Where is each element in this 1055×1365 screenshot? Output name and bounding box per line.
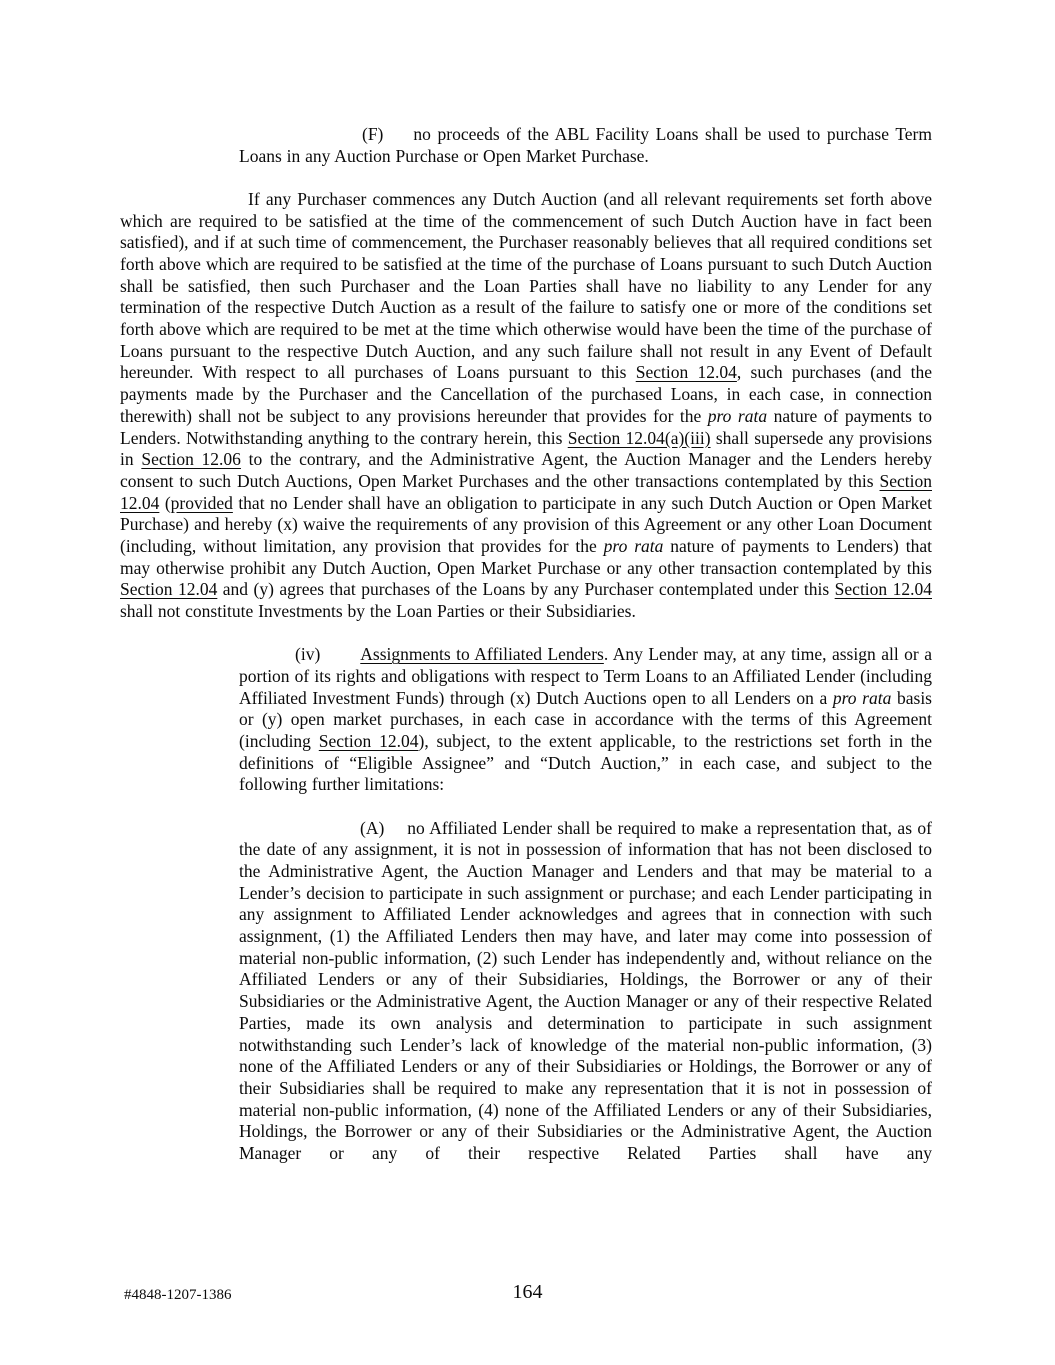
text-run: shall supersede any provisions in [120, 427, 933, 470]
paragraph-a-text: no Affiliated Lender shall be required to make a representation that, as of the date of any assignment, it is not in possession of information that has not been disclosed to the Administrative Agent, the Auction Manager and Lenders and that may be material to a Lender’s decision to participate in such assignment or purchase; and each Lender participating in any assignment to Affiliated Lender acknowledges and agrees that in connection with such assignment, (1) the Affiliated Lenders then may have, and later may come into possession of material non-public information, (2) such Lender has independently and, without reliance on the Affiliated Lenders or any of their Subsidiaries, Holdings, the Borrower or any of their Subsidiaries or the Administrative Agent, the Auction Manager or any of their respective Related Parties, made its own analysis and determination to participate in such assignment notwithstanding such Lender’s lack of knowledge of the material non-public information, (3) none of the Affiliated Lenders or any of their Subsidiaries or Holdings, the Borrower or any of their Subsidiaries shall be required to make any representation that it is not in possession of material non-public information, (4) none of the Affiliated Lenders or any of their Subsidiaries, Holdings, the Borrower or any of their Subsidiaries or the Administrative Agent, the Auction Manager or any of their respective Related Parties shall have any [239, 817, 932, 1164]
paragraph-f [239, 124, 932, 167]
paragraph-a-label: (A) [360, 817, 385, 838]
text-run: basis or (y) open market purchases, in each case in accordance with the terms of this Agreement (including [239, 687, 932, 752]
page-body [120, 124, 932, 1186]
section-reference: Section 12.04 [120, 579, 218, 600]
text-run: If any Purchaser commences any Dutch Auction (and all relevant requirements set forth above which are required to be satisfied at the time of the commencement of such Dutch Auction have in fact been satisfied), and if at such time of commencement, the Purchaser reasonably believes that all required conditions set forth above which are required to be satisfied at the time of the purchase of Loans pursuant to such Dutch Auction shall be satisfied, then such Purchaser and the Loan Parties shall have no liability to any Lender for any termination of the respective Dutch Auction as a result of the failure to satisfy one or more of the conditions set forth above which are required to be met at the time which otherwise would have been the time of the purchase of Loans pursuant to the respective Dutch Auction, and any such failure shall not result in any Event of Default hereunder. With respect to all purchases of Loans pursuant to this [120, 188, 932, 383]
text-run: . Any Lender may, at any time, assign all or a portion of its rights and obligations with respect to Term Loans to an Affiliated Lender (including Affiliated Investment Funds) through (x) Dutch Auctions open to all Lenders on a [239, 644, 932, 708]
text-run-italic: pro rata [832, 687, 892, 708]
page-number: 164 [512, 1281, 543, 1303]
text-run-italic: pro rata [707, 405, 768, 426]
paragraph-main [120, 189, 932, 623]
section-reference: Section 12.04 [834, 579, 932, 600]
text-run: , such purchases (and the payments made by the Purchaser and the Cancellation of the purchased Loans, in each case, in connection therewith) shall not be subject to any provisions hereunder that provides for the [120, 362, 932, 426]
text-run: and (y) agrees that purchases of the Loans by any Purchaser contemplated under this [217, 579, 835, 600]
text-run: ( [159, 492, 171, 513]
text-run: nature of payments to Lenders) that may otherwise prohibit any Dutch Auction, Open Market Purchase or any other transaction contemplated by this [120, 536, 932, 578]
text-run: that no Lender shall have an obligation to participate in any such Dutch Auction or Open Market Purchase) and hereby (x) waive the requirements of any provision of this Agreement or any other Loan Document (including, without limitation, any provision that provides for the [120, 492, 932, 557]
text-run: to the contrary, and the Administrative Agent, the Auction Manager and the Lenders hereby consent to such Dutch Auctions, Open Market Purchases and the other transactions contemplated by this [120, 449, 932, 491]
paragraph-iv [239, 644, 932, 796]
section-reference: Section 12.04 [318, 731, 419, 752]
paragraph-f-label: (F) [362, 124, 384, 144]
text-run: nature of payments to Lenders. Notwithstanding anything to the contrary herein, this [120, 405, 933, 448]
section-reference: Section 12.04 [120, 470, 932, 513]
document-id: #4848-1207-1386 [124, 1287, 232, 1303]
paragraph-f-text: no proceeds of the ABL Facility Loans shall be used to purchase Term Loans in any Auction Purchase or Open Market Purchase. [239, 124, 932, 166]
proviso-term: provided [170, 492, 233, 513]
section-reference: Section 12.06 [141, 449, 241, 470]
section-reference: Section 12.04(a)(iii) [567, 427, 711, 448]
text-run: ), subject, to the extent applicable, to the restrictions set forth in the definitions of “Eligible Assignee” and “Dutch Auction,” in each case, and subject to the following further limitations: [239, 731, 932, 795]
text-run: shall not constitute Investments by the Loan Parties or their Subsidiaries. [120, 601, 636, 622]
paragraph-a [239, 818, 932, 1165]
section-reference: Section 12.04 [635, 362, 737, 383]
clause-heading: Assignments to Affiliated Lenders [360, 644, 604, 665]
text-run-italic: pro rata [603, 536, 664, 557]
paragraph-iv-label: (iv) [295, 644, 321, 665]
